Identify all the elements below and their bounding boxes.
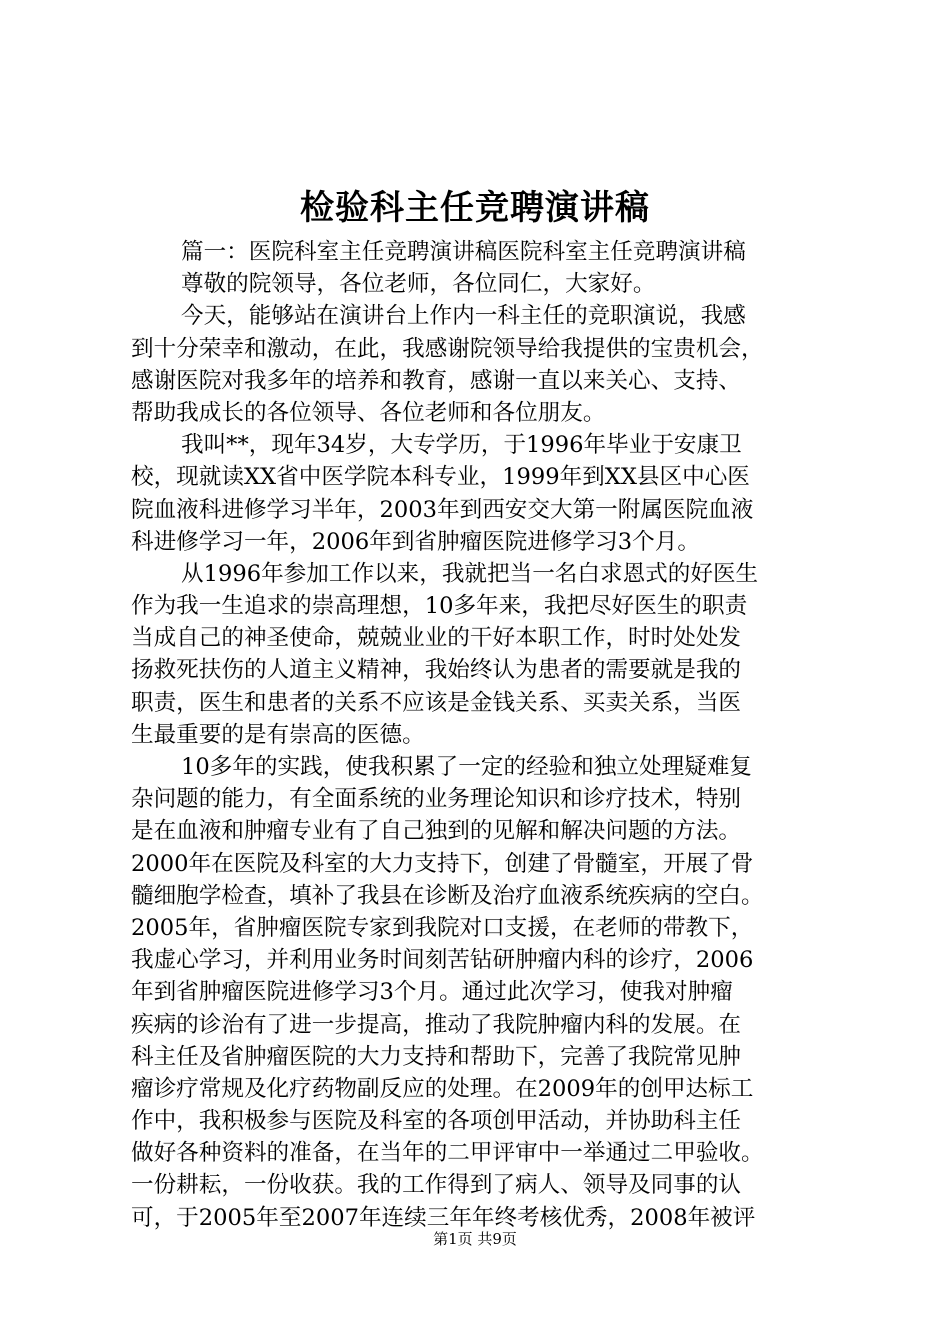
document-body xyxy=(131,236,841,1234)
text-line: 杂问题的能力，有全面系统的业务理论知识和诊疗技术，特别 xyxy=(131,786,742,813)
text-line: 今天，能够站在演讲台上作内一科主任的竞职演说，我感 xyxy=(181,303,746,330)
text-line: 疾病的诊治有了进一步提高，推动了我院肿瘤内科的发展。在 xyxy=(131,1011,742,1038)
text-line: 从1996年参加工作以来，我就把当一名白求恩式的好医生 xyxy=(181,560,759,587)
text-line: 尊敬的院领导，各位老师，各位同仁，大家好。 xyxy=(181,271,656,298)
document-title: 检验科主任竞聘演讲稿 xyxy=(300,188,650,228)
text-line: 感谢医院对我多年的培养和教育，感谢一直以来关心、支持、 xyxy=(131,367,742,394)
text-line: 篇一：医院科室主任竞聘演讲稿医院科室主任竞聘演讲稿 xyxy=(181,239,746,265)
text-line: 校，现就读XX省中医学院本科专业，1999年到XX县区中心医 xyxy=(131,464,750,491)
text-line: 帮助我成长的各位领导、各位老师和各位朋友。 xyxy=(131,399,606,426)
text-line: 年到省肿瘤医院进修学习3个月。通过此次学习，使我对肿瘤 xyxy=(131,979,733,1006)
text-line: 我叫**，现年34岁，大专学历，于1996年毕业于安康卫 xyxy=(181,432,742,459)
text-line: 可，于2005年至2007年连续三年年终考核优秀，2008年被评 xyxy=(131,1204,756,1231)
text-line: 科主任及省肿瘤医院的大力支持和帮助下，完善了我院常见肿 xyxy=(131,1043,742,1070)
text-line: 当成自己的神圣使命，兢兢业业的干好本职工作，时时处处发 xyxy=(131,625,742,652)
text-line: 10多年的实践，使我积累了一定的经验和独立处理疑难复 xyxy=(181,754,752,780)
text-line: 院血液科进修学习半年，2003年到西安交大第一附属医院血液 xyxy=(131,496,754,523)
text-line: 扬救死扶伤的人道主义精神，我始终认为患者的需要就是我的 xyxy=(131,657,742,684)
text-line: 作中，我积极参与医院及科室的各项创甲活动，并协助科主任 xyxy=(131,1108,742,1135)
text-line: 瘤诊疗常规及化疗药物副反应的处理。在2009年的创甲达标工 xyxy=(131,1075,754,1102)
text-line: 2000年在医院及科室的大力支持下，创建了骨髓室，开展了骨 xyxy=(131,850,754,877)
text-line: 一份耕耘，一份收获。我的工作得到了病人、领导及同事的认 xyxy=(131,1172,742,1199)
text-line: 是在血液和肿瘤专业有了自己独到的见解和解决问题的方法。 xyxy=(131,818,742,845)
page-footer: 第1页 共9页 xyxy=(433,1230,517,1248)
text-line: 我虚心学习，并利用业务时间刻苦钻研肿瘤内科的诊疗，2006 xyxy=(131,947,754,974)
text-line: 做好各种资料的准备，在当年的二甲评审中一举通过二甲验收。 xyxy=(131,1140,764,1167)
text-line: 2005年，省肿瘤医院专家到我院对口支援，在老师的带教下， xyxy=(131,914,754,941)
text-line: 作为我一生追求的崇高理想，10多年来，我把尽好医生的职责 xyxy=(131,593,748,620)
text-line: 到十分荣幸和激动，在此，我感谢院领导给我提供的宝贵机会， xyxy=(131,335,764,362)
text-line: 职责，医生和患者的关系不应该是金钱关系、买卖关系，当医 xyxy=(131,689,742,716)
text-line: 生最重要的是有崇高的医德。 xyxy=(131,721,425,748)
text-line: 髓细胞学检查，填补了我县在诊断及治疗血液系统疾病的空白。 xyxy=(131,882,764,909)
text-line: 科进修学习一年，2006年到省肿瘤医院进修学习3个月。 xyxy=(131,528,700,555)
